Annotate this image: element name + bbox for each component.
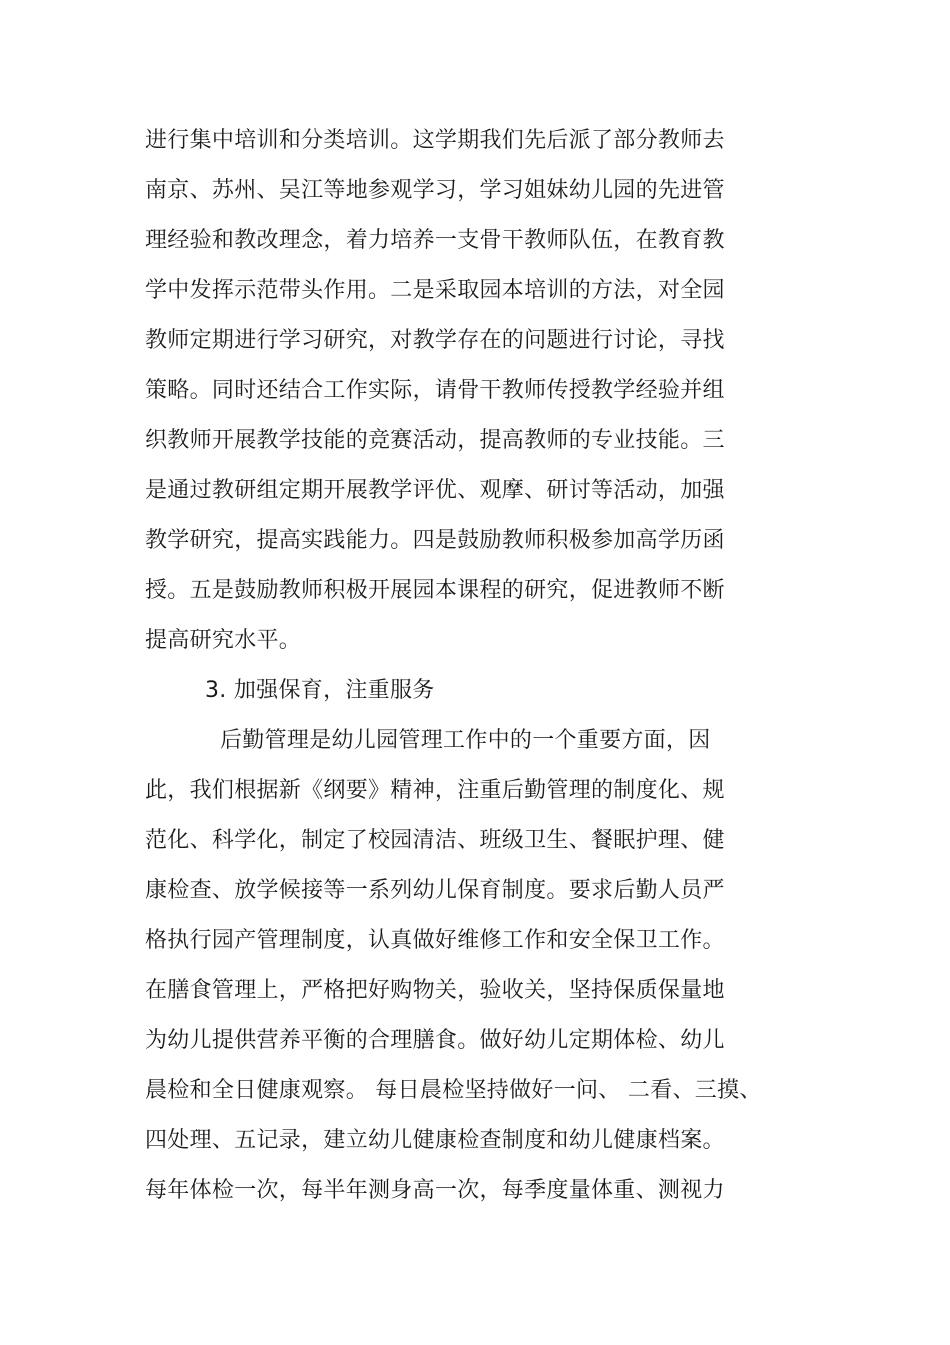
text-line: 进行集中培训和分类培训。这学期我们先后派了部分教师去 [145,128,725,153]
text-line: 此，我们根据新《纲要》精神，注重后勤管理的制度化、规 [145,778,725,803]
text-line: 是通过教研组定期开展教学评优、观摩、研讨等活动，加强 [145,478,725,503]
section-heading: 3. 加强保育，注重服务 [205,678,435,703]
text-line: 提高研究水平。 [145,628,302,653]
text-line: 晨检和全日健康观察。 每日晨检坚持做好一问、 二看、三摸、 [145,1078,762,1103]
text-line: 四处理、五记录，建立幼儿健康检查制度和幼儿健康档案。 [145,1128,725,1153]
text-line: 格执行园产管理制度，认真做好维修工作和安全保卫工作。 [145,928,725,953]
text-line: 策略。同时还结合工作实际，请骨干教师传授教学经验并组 [145,378,725,403]
text-line: 南京、苏州、吴江等地参观学习，学习姐妹幼儿园的先进管 [145,178,725,203]
text-line: 康检查、放学候接等一系列幼儿保育制度。要求后勤人员严 [145,878,725,903]
text-line: 教师定期进行学习研究，对教学存在的问题进行讨论，寻找 [145,328,725,353]
text-line: 在膳食管理上，严格把好购物关，验收关，坚持保质保量地 [145,978,725,1003]
text-line: 教学研究，提高实践能力。四是鼓励教师积极参加高学历函 [145,528,725,553]
text-line: 学中发挥示范带头作用。二是采取园本培训的方法，对全园 [145,278,725,303]
text-line: 理经验和教改理念，着力培养一支骨干教师队伍，在教育教 [145,228,725,253]
text-line: 每年体检一次，每半年测身高一次，每季度量体重、测视力 [145,1178,725,1203]
text-line: 织教师开展教学技能的竞赛活动，提高教师的专业技能。三 [145,428,725,453]
text-line: 范化、科学化，制定了校园清洁、班级卫生、餐眠护理、健 [145,828,725,853]
text-line: 授。五是鼓励教师积极开展园本课程的研究，促进教师不断 [145,578,725,603]
paragraph-first-line: 后勤管理是幼儿园管理工作中的一个重要方面，因 [220,728,711,753]
text-line: 为幼儿提供营养平衡的合理膳食。做好幼儿定期体检、幼儿 [145,1028,725,1053]
